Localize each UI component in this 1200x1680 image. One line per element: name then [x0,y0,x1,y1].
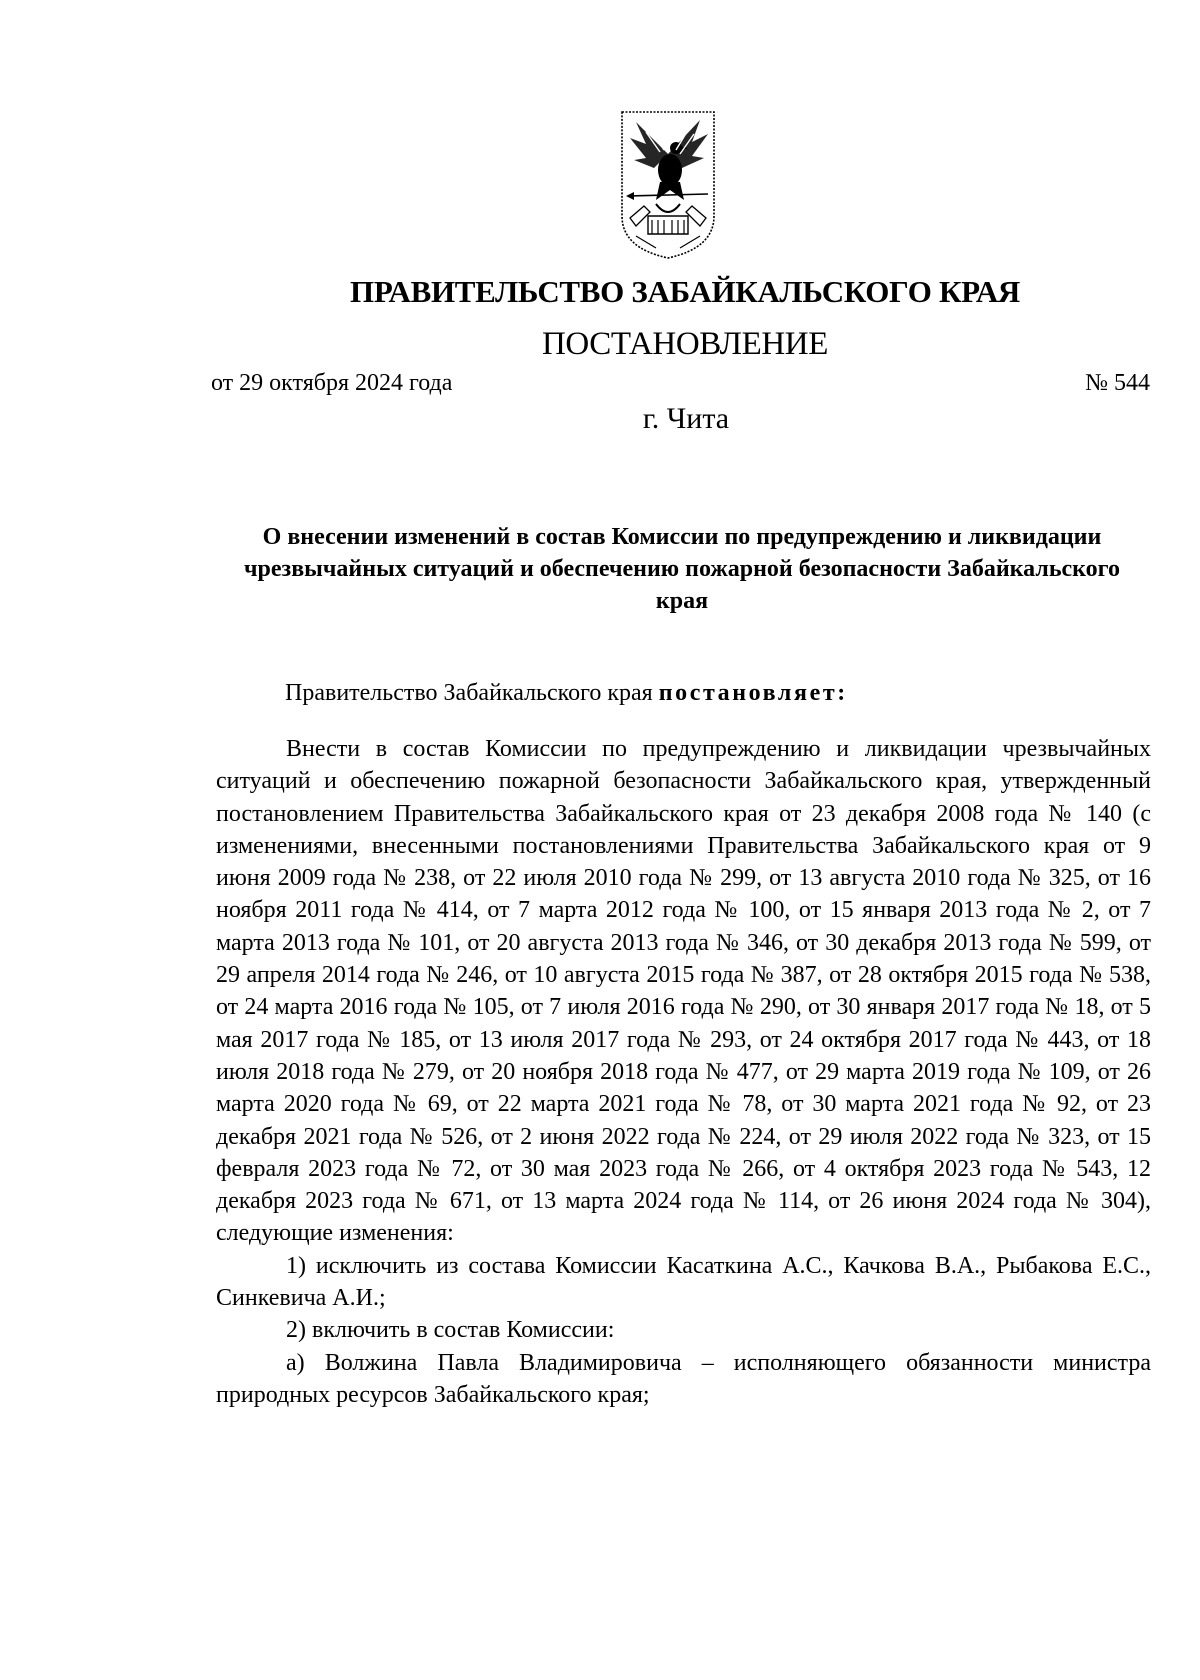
coat-of-arms-icon [616,108,720,262]
decree-verb: постановляет: [658,680,848,706]
document-type: ПОСТАНОВЛЕНИЕ [542,326,828,362]
document-title: О внесении изменений в состав Комиссии по предупреждению и ликвидации чрезвычайных ситуаций и обеспечению пожарной безопасности Забайкальского края [244,524,1120,614]
organization-heading: ПРАВИТЕЛЬСТВО ЗАБАЙКАЛЬСКОГО КРАЯ [350,274,1020,309]
decree-line [285,680,848,707]
document-city: г. Чита [642,402,730,435]
document-date: от 29 октября 2024 года [211,370,453,396]
decree-prefix: Правительство Забайкальского края [285,680,659,706]
document-number: № 544 [1085,370,1150,396]
paragraph: 2) включить в состав Комиссии: [286,1317,615,1344]
paragraph: 1) исключить из состава Комиссии Касаткина А.С., Качкова В.А., Рыбакова Е.С., Синкевича А.И.; [216,1252,1151,1312]
paragraph: Внести в состав Комиссии по предупреждению и ликвидации чрезвычайных ситуаций и обеспечению пожарной безопасности Забайкальского края, утвержденный постановлением Правительства Забайкальского края от 23 декабря 2008 года № 140 (с изменениями, внесенными постановлениями Правительства Забайкальского края от 9 июня 2009 года № 238, от 22 июля 2010 года № 299, от 13 августа 2010 года № 325, от 16 ноября 2011 года № 414, от 7 марта 2012 года № 100, от 15 января 2013 года № 2, от 7 марта 2013 года № 101, от 20 августа 2013 года № 346, от 30 декабря 2013 года № 599, от 29 апреля 2014 года № 246, от 10 августа 2015 года № 387, от 28 октября 2015 года № 538, от 24 марта 2016 года № 105, от 7 июля 2016 года № 290, от 30 января 2017 года № 18, от 5 мая 2017 года № 185, от 13 июля 2017 года № 293, от 24 октября 2017 года № 443, от 18 июля 2018 года № 279, от 20 ноября 2018 года № 477, от 29 марта 2019 года № 109, от 26 марта 2020 года № 69, от 22 марта 2021 года № 78, от 30 марта 2021 года № 92, от 23 декабря 2021 года № 526, от 2 июня 2022 года № 224, от 29 июля 2022 года № 323, от 15 февраля 2023 года № 72, от 30 мая 2023 года № 266, от 4 октября 2023 года № 543, 12 декабря 2023 года № 671, от 13 марта 2024 года № 114, от 26 июня 2024 года № 304), следующие изменения: [216,736,1151,1247]
paragraph: а) Волжина Павла Владимировича – исполняющего обязанности министра природных ресурсов Забайкальского края; [216,1349,1151,1408]
document-body [216,733,1151,1411]
